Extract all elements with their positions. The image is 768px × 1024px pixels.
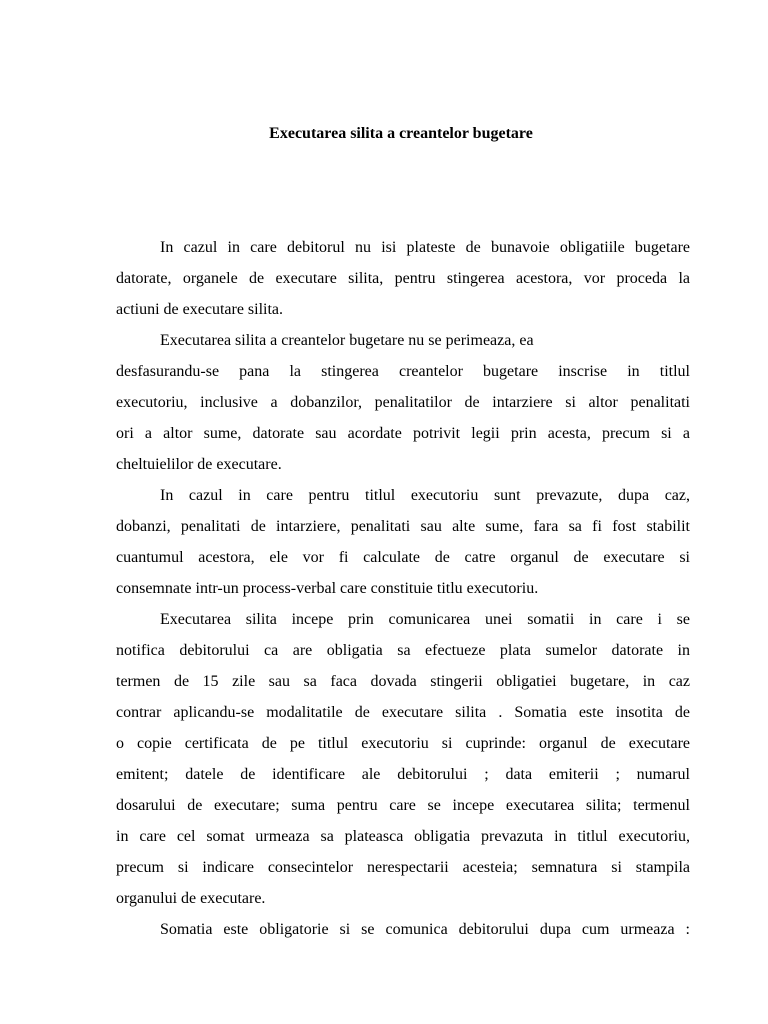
paragraph-2 xyxy=(116,325,690,480)
text-line: Executarea silita incepe prin comunicarea unei somatii in care i se xyxy=(160,611,690,628)
text-line: ori a altor sume, datorate sau acordate potrivit legii prin acesta, precum si a xyxy=(116,425,690,442)
text-line: emitent; datele de identificare ale debitorului ; data emiterii ; numarul xyxy=(116,766,690,783)
text-line: o copie certificata de pe titlul executoriu si cuprinde: organul de executare xyxy=(116,735,690,752)
text-line: Somatia este obligatorie si se comunica debitorului dupa cum urmeaza : xyxy=(160,921,690,938)
document-title: Executarea silita a creantelor bugetare xyxy=(269,125,533,142)
document-body xyxy=(116,232,690,945)
text-line: executoriu, inclusive a dobanzilor, penalitatilor de intarziere si altor penalitati xyxy=(116,394,690,411)
text-line: cheltuielilor de executare. xyxy=(116,456,282,473)
text-line: contrar aplicandu-se modalitatile de executare silita . Somatia este insotita de xyxy=(116,704,690,721)
paragraph-1 xyxy=(116,232,690,325)
text-line: organului de executare. xyxy=(116,890,266,907)
text-line: cuantumul acestora, ele vor fi calculate de catre organul de executare si xyxy=(116,549,690,566)
text-line: In cazul in care debitorul nu isi plateste de bunavoie obligatiile bugetare xyxy=(160,239,690,256)
paragraph-4 xyxy=(116,604,690,914)
text-line: dobanzi, penalitati de intarziere, penalitati sau alte sume, fara sa fi fost stabilit xyxy=(116,518,690,535)
text-line: desfasurandu-se pana la stingerea creantelor bugetare inscrise in titlul xyxy=(116,363,690,380)
text-line: precum si indicare consecintelor nerespectarii acesteia; semnatura si stampila xyxy=(116,859,690,876)
text-line: datorate, organele de executare silita, pentru stingerea acestora, vor proceda la xyxy=(116,270,690,287)
text-line: consemnate intr-un process-verbal care constituie titlu executoriu. xyxy=(116,580,539,597)
text-line: notifica debitorului ca are obligatia sa efectueze plata sumelor datorate in xyxy=(116,642,690,659)
paragraph-3 xyxy=(116,480,690,604)
paragraph-5 xyxy=(116,914,690,945)
text-line: Executarea silita a creantelor bugetare nu se perimeaza, ea xyxy=(160,332,534,349)
text-line: in care cel somat urmeaza sa plateasca obligatia prevazuta in titlul executoriu, xyxy=(116,828,690,845)
text-line: In cazul in care pentru titlul executoriu sunt prevazute, dupa caz, xyxy=(160,487,690,504)
text-line: actiuni de executare silita. xyxy=(116,301,284,318)
text-line: dosarului de executare; suma pentru care se incepe executarea silita; termenul xyxy=(116,797,690,814)
text-line: termen de 15 zile sau sa faca dovada stingerii obligatiei bugetare, in caz xyxy=(116,673,690,690)
